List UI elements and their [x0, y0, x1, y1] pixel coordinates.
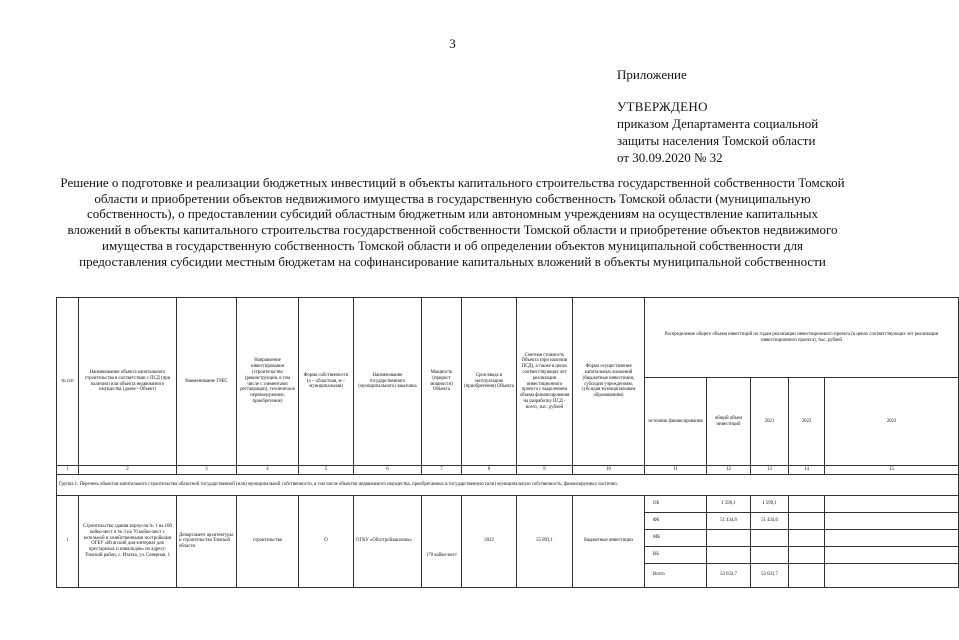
financing-source: Всего [645, 563, 707, 587]
row-grbs: Департамент архитектуры и строительства Томской области [177, 495, 237, 587]
header-ownership: Форма собственности (о – областная, м – муниципальная) [299, 298, 354, 466]
header-form: Форма осуществления капитальных вложений (бюджетные инвестиции, субсидия учреждениям, субсидия муниципальным образованиям) [573, 298, 645, 466]
document-title: Решение о подготовке и реализации бюджетных инвестиций в объекты капитального строительства государственной собственности Томской области и приобретении объектов недвижимого имущества в государственную собственность Томской области (муниципальную собственность), о предоставлении субсидий областным бюджетным или автономным учреждениям на осуществление капитальных вложений в объекты капитального строительства государственной собственности Томской области и приобретение объектов недвижимого имущества в государственную собственность Томской области и об определении объектов муниципальной собственности для предоставления субсидии местным бюджетам на софинансирование капитальных вложений в объекты муниципальной собственности [60, 175, 845, 269]
financing-2022 [789, 529, 825, 546]
approval-date: от 30.09.2020 № 32 [617, 150, 723, 165]
financing-2021 [751, 546, 789, 563]
row-cost: 55 093,1 [517, 495, 573, 587]
header-direction: Направление инвестирования (строительство (реконструкция, в том числе с элементами реставрации), техническое перевооружение, приобретение) [237, 298, 299, 466]
financing-2023 [825, 512, 959, 529]
column-number: 4 [237, 466, 299, 475]
row-recipient: ОГКУ «Облстройзаказчик» [354, 495, 422, 587]
header-cost: Сметная стоимость Объекта (при наличии ПСД), а также в ценах соответствующих лет реализации инвестиционного проекта с выделением объема финансирования на разработку ПСД - всего, тыс. рублей [517, 298, 573, 466]
row-deadline: 2022 [462, 495, 517, 587]
header-year-2023: 2023 [825, 378, 959, 466]
column-number: 8 [462, 466, 517, 475]
row-num: 1 [57, 495, 79, 587]
financing-source: ФБ [645, 512, 707, 529]
approval-line: приказом Департамента социальной [617, 116, 819, 131]
row-ownership: О [299, 495, 354, 587]
column-number: 6 [354, 466, 422, 475]
header-source: источник финансирования [645, 378, 707, 466]
financing-total [707, 546, 751, 563]
column-number: 3 [177, 466, 237, 475]
page-number: 3 [449, 36, 456, 51]
group-label: Группа 1. Перечень объектов капитального строительства областной государственной (или) муниципальной собственности, в том числе объектов недвижимого имущества, приобретаемых в государственную (или) муниципальную собственность, финансируемых частично. [57, 474, 959, 495]
financing-2021: 53 033,7 [751, 563, 789, 587]
column-number-row [57, 466, 959, 475]
header-year-2021: 2021 [751, 378, 789, 466]
header-recipient: Наименование государственного (муниципального) заказчика [354, 298, 422, 466]
column-number: 2 [79, 466, 177, 475]
row-form: бюджетные инвестиции [573, 495, 645, 587]
financing-source: ОБ [645, 495, 707, 512]
financing-total: 1 599,1 [707, 495, 751, 512]
header-grbs: Наименование ГРБС [177, 298, 237, 466]
column-number: 9 [517, 466, 573, 475]
financing-2022 [789, 546, 825, 563]
row-capacity: 170 койко-мест [422, 495, 462, 587]
investment-table [56, 297, 959, 588]
approval-block [617, 66, 887, 166]
financing-source: ВБ [645, 546, 707, 563]
approval-line: защиты населения Томской области [617, 133, 816, 148]
column-number: 14 [789, 466, 825, 475]
financing-2023 [825, 546, 959, 563]
financing-2023 [825, 529, 959, 546]
column-number: 11 [645, 466, 707, 475]
header-total: общий объем инвестиций [707, 378, 751, 466]
financing-source: МБ [645, 529, 707, 546]
column-number: 7 [422, 466, 462, 475]
header-num: № п/п [57, 298, 79, 466]
column-number: 10 [573, 466, 645, 475]
financing-2022 [789, 512, 825, 529]
row-object-name: Строительство здания корпусов № 1 на 100 койко-мест и № 3 на 70 койко-мест с котельной и хозяйственными постройками ОГБУ «Итатский дом-интернат для престарелых и инвалидов» по адресу: Томский район, с. Итатка, ул. Северная, 1 [79, 495, 177, 587]
column-number: 15 [825, 466, 959, 475]
financing-2021: 1 599,1 [751, 495, 789, 512]
financing-total: 53 033,7 [707, 563, 751, 587]
appendix-label: Приложение [617, 67, 687, 82]
row-direction: строительство [237, 495, 299, 587]
column-number: 13 [751, 466, 789, 475]
financing-2022 [789, 495, 825, 512]
financing-2023 [825, 495, 959, 512]
header-distribution: Распределение общего объема инвестиций по годам реализации инвестиционного проекта (в ценах соответствующих лет реализации инвестиционного проекта), тыс. рублей [645, 298, 959, 378]
financing-total: 51 434,6 [707, 512, 751, 529]
financing-total [707, 529, 751, 546]
financing-2022 [789, 563, 825, 587]
header-deadline: Срок ввода в эксплуатацию (приобретения) Объекта [462, 298, 517, 466]
approved-label: УТВЕРЖДЕНО [617, 99, 708, 114]
column-number: 1 [57, 466, 79, 475]
financing-2023 [825, 563, 959, 587]
header-capacity: Мощность (прирост мощности) Объекта [422, 298, 462, 466]
header-year-2022: 2022 [789, 378, 825, 466]
column-number: 12 [707, 466, 751, 475]
financing-2021 [751, 529, 789, 546]
column-number: 5 [299, 466, 354, 475]
header-object-name: Наименование объекта капитального строительства в соответствии с ПСД (при наличии) или объекта недвижимого имущества (далее - Объект) [79, 298, 177, 466]
financing-2021: 51 434,6 [751, 512, 789, 529]
table-row [57, 495, 959, 512]
investment-table-wrapper [56, 297, 959, 588]
